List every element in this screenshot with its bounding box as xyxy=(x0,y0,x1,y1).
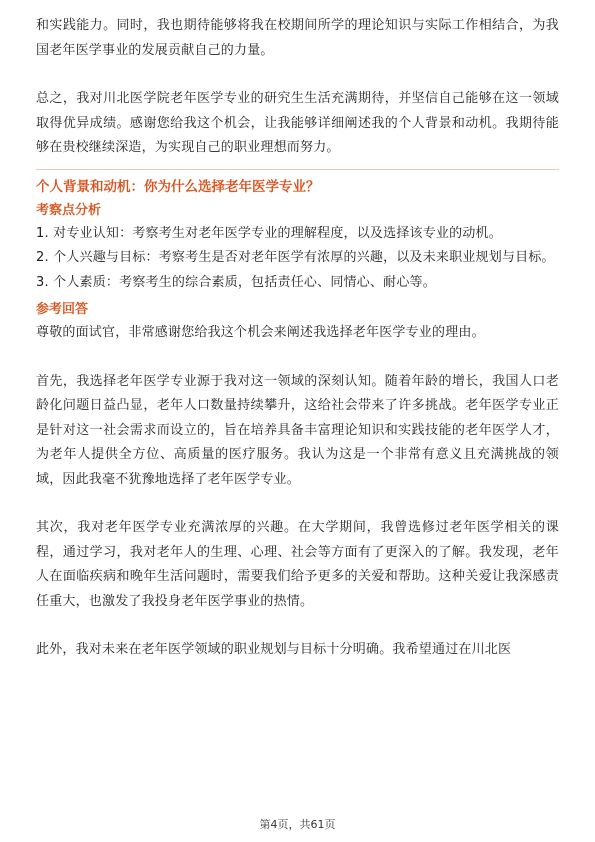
analysis-item: 2. 个人兴趣与目标：考察考生是否对老年医学有浓厚的兴趣，以及未来职业规划与目标。 xyxy=(36,250,555,265)
page-number: 第4页，共61页 xyxy=(259,818,336,831)
answer-paragraph: 此外，我对未来在老年医学领域的职业规划与目标十分明确。我希望通过在川北医 xyxy=(36,642,512,657)
analysis-item: 3. 个人素质：考察考生的综合素质，包括责任心、同情心、耐心等。 xyxy=(36,274,436,290)
paragraph-continuation: 和实践能力。同时，我也期待能够将我在校期间所学的理论知识与实际工作相结合，为我国老年医学事业的发展贡献自己的力量。 xyxy=(36,18,559,58)
analysis-title: 考察点分析 xyxy=(36,202,102,218)
paragraph-conclusion: 总之，我对川北医学院老年医学专业的研究生生活充满期待，并坚信自己能够在这一领域取得优异成绩。感谢您给我这个机会，让我能够详细阐述我的个人背景和动机。我期待能够在贵校继续深造，为实现自己的职业理想而努力。 xyxy=(36,91,559,155)
answer-paragraph: 尊敬的面试官，非常感谢您给我这个机会来阐述我选择老年医学专业的理由。 xyxy=(36,325,485,340)
section-title: 个人背景和动机：你为什么选择老年医学专业？ xyxy=(36,178,320,195)
answer-paragraph: 其次，我对老年医学专业充满浓厚的兴趣。在大学期间，我曾选修过老年医学相关的课程，通过学习，我对老年人的生理、心理、社会等方面有了更深入的了解。我发现，老年人在面临疾病和晚年生活问题时，需要我们给予更多的关爱和帮助。这种关爱让我深感责任重大，也激发了我投身老年医学事业的热情。 xyxy=(36,520,559,609)
answer-paragraph: 首先，我选择老年医学专业源于我对这一领域的深刻认知。随着年龄的增长，我国人口老龄化问题日益凸显，老年人口数量持续攀升，这给社会带来了许多挑战。老年医学专业正是针对这一社会需求而设立的，旨在培养具备丰富理论知识和实践技能的老年医学人才，为老年人提供全方位、高质量的医疗服务。我认为这是一个非常有意义且充满挑战的领域，因此我毫不犹豫地选择了老年医学专业。 xyxy=(36,373,559,487)
document-body xyxy=(36,14,559,663)
answer-title: 参考回答 xyxy=(36,302,89,317)
analysis-item: 1. 对专业认知：考察考生对老年医学专业的理解程度，以及选择该专业的动机。 xyxy=(36,225,502,241)
